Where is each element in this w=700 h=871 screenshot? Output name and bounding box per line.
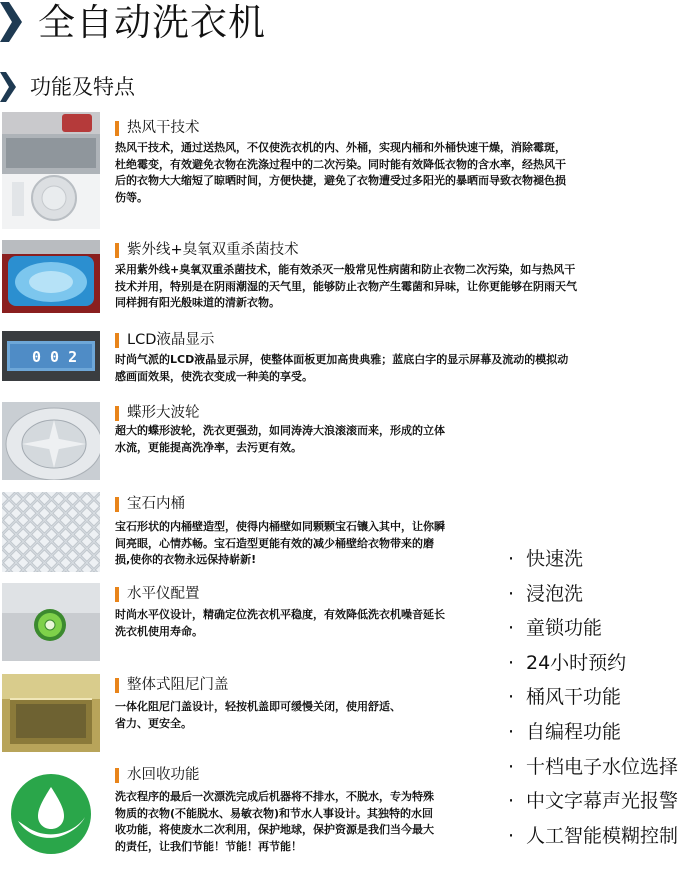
function-list-item: · 24小时预约 bbox=[508, 651, 627, 674]
feature-title: 蝶形大波轮 bbox=[127, 405, 200, 421]
function-list bbox=[508, 542, 678, 853]
function-list-item: · 中文字幕声光报警 bbox=[508, 790, 679, 813]
section-title: 功能及特点 bbox=[30, 75, 135, 99]
function-list-item: · 童锁功能 bbox=[508, 617, 603, 640]
feature-title: 宝石内桶 bbox=[127, 496, 185, 512]
accent-bar bbox=[115, 678, 119, 693]
feature-title: 水回收功能 bbox=[127, 767, 200, 783]
accent-bar bbox=[115, 333, 119, 348]
gem-drum-image bbox=[2, 492, 100, 572]
lcd-display-image bbox=[2, 331, 100, 381]
feature-description: 一体化阻尼门盖设计，轻按机盖即可缓慢关闭，使用舒适、省力、更安全。 bbox=[115, 700, 401, 730]
lcd-readout: 0 0 2 bbox=[32, 348, 78, 366]
feature-title: 紫外线+臭氧双重杀菌技术 bbox=[127, 242, 299, 258]
accent-bar bbox=[115, 768, 119, 783]
section-chevron-icon bbox=[0, 72, 16, 102]
uv-ozone-image bbox=[2, 240, 100, 313]
accent-bar bbox=[115, 121, 119, 136]
hot-air-dry-image bbox=[2, 112, 100, 229]
feature-description: 时尚水平仪设计，精确定位洗衣机平稳度，有效降低洗衣机噪音延长洗衣机使用寿命。 bbox=[115, 608, 445, 638]
function-list-item: · 十档电子水位选择 bbox=[508, 755, 679, 778]
feature-title: 整体式阻尼门盖 bbox=[127, 677, 229, 693]
feature-description: 时尚气派的LCD液晶显示屏，使整体面板更加高贵典雅；蓝底白字的显示屏幕及流动的模拟动感画面效果，使洗衣变成一种美的享受。 bbox=[115, 353, 569, 383]
accent-bar bbox=[115, 587, 119, 602]
function-list-item: · 桶风干功能 bbox=[508, 686, 622, 709]
impeller-image bbox=[2, 402, 100, 480]
damping-lid-image bbox=[2, 674, 100, 752]
feature-description: 热风干技术，通过送热风，不仅使洗衣机的内、外桶，实现内桶和外桶快速干燥，消除霉斑，杜绝霉变，有效避免衣物在洗涤过程中的二次污染。同时能有效降低衣物的含水率，经热风干后的衣物大大缩短了晾晒时间，方便快捷，避免了衣物遭受过多阳光的暴晒而导致衣物褪色损伤等。 bbox=[115, 141, 566, 205]
feature-title: 热风干技术 bbox=[127, 120, 200, 136]
function-list-item: · 人工智能模糊控制 bbox=[508, 824, 679, 847]
function-list-item: · 自编程功能 bbox=[508, 720, 622, 743]
feature-description: 洗衣程序的最后一次漂洗完成后机器将不排水，不脱水，专为特殊物质的衣物(不能脱水、易敏衣物)和节水人事设计。其独特的水回收功能，将使废水二次利用，保护地球，保护资源是我们当今最大的责任，让我们节能！节能！再节能！ bbox=[115, 790, 434, 854]
accent-bar bbox=[115, 406, 119, 421]
feature-title: LCD液晶显示 bbox=[127, 332, 215, 348]
feature-description: 采用紫外线+臭氧双重杀菌技术，能有效杀灭一般常见性病菌和防止衣物二次污染，如与热风干技术并用，特别是在阴雨潮湿的天气里，能够防止衣物产生霉菌和异味，让你更能够在阴雨天气同样拥有阳光般味道的清新衣物。 bbox=[115, 263, 577, 310]
feature-description: 宝石形状的内桶壁造型，使得内桶壁如同颗颗宝石镶入其中，让你瞬间亮眼，心情苏畅。宝石造型更能有效的减少桶壁给衣物带来的磨损,使你的衣物永远保持崭新! bbox=[115, 520, 445, 567]
feature-title: 水平仪配置 bbox=[127, 586, 200, 602]
accent-bar bbox=[115, 243, 119, 258]
accent-bar bbox=[115, 497, 119, 512]
function-list-item: · 快速洗 bbox=[508, 548, 584, 570]
water-recycle-logo bbox=[2, 765, 100, 863]
level-gauge-image bbox=[2, 583, 100, 661]
function-list-item: · 浸泡洗 bbox=[508, 582, 584, 605]
page-title: 全自动洗衣机 bbox=[38, 1, 266, 44]
title-chevron-icon bbox=[0, 2, 22, 42]
feature-description: 超大的蝶形波轮，洗衣更强劲，如同涛涛大浪滚滚而来，形成的立体水流，更能提高洗净率，去污更有效。 bbox=[115, 424, 445, 454]
